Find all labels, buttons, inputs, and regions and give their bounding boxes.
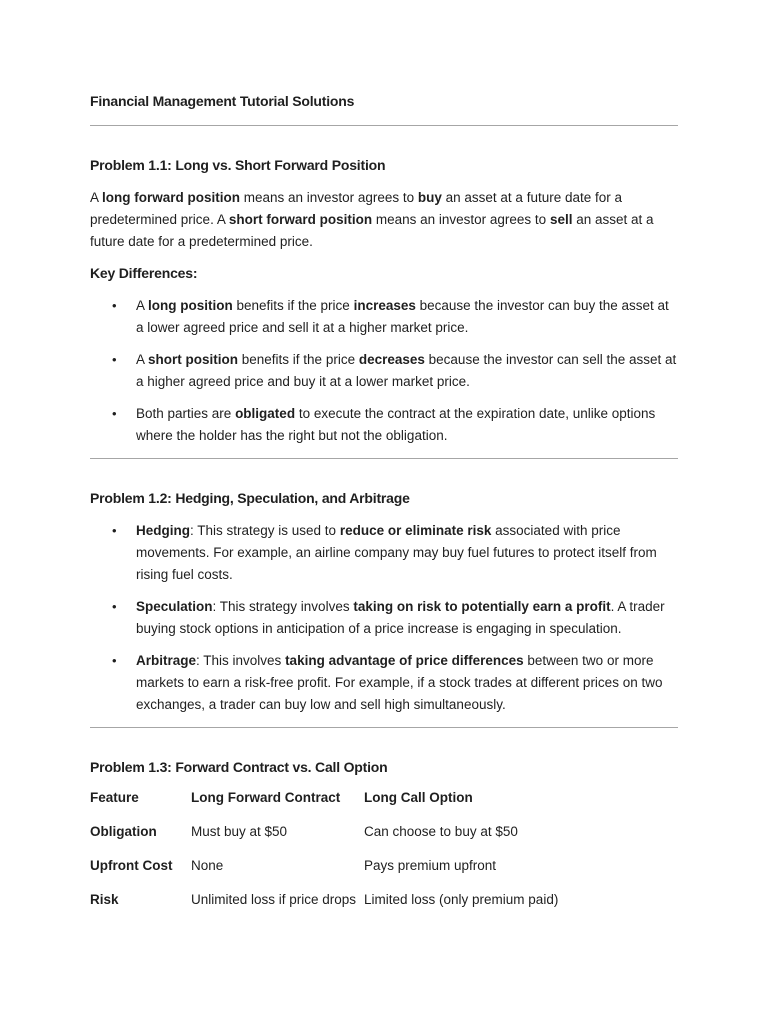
key-differences-heading: Key Differences:	[90, 265, 198, 281]
emphasis-text: long position	[148, 298, 233, 313]
body-text: because the investor can sell the asset at a higher agreed price and buy it at a lower market price.	[136, 352, 677, 389]
list-item	[90, 349, 678, 393]
list-item-text	[136, 349, 678, 393]
emphasis-text: reduce or eliminate risk	[339, 523, 492, 538]
table-header-row	[90, 790, 594, 824]
body-text: benefits if the price	[238, 352, 359, 367]
bullet-icon: •	[112, 298, 117, 313]
table-cell: None	[191, 858, 224, 873]
strategies-list	[90, 520, 678, 726]
emphasis-text: Speculation	[136, 599, 213, 614]
emphasis-text: Hedging	[136, 523, 190, 538]
table-cell: Must buy at $50	[191, 824, 288, 839]
list-item	[90, 650, 678, 716]
table-header-cell: Long Call Option	[364, 790, 473, 805]
table-cell: Can choose to buy at $50	[364, 824, 518, 839]
emphasis-text: long forward position	[102, 190, 241, 205]
table-row-label: Upfront Cost	[90, 858, 173, 873]
body-text: : This involves	[196, 653, 286, 668]
body-text: to execute the contract at the expiration date, unlike options where the holder has the right but not the obligation.	[136, 406, 656, 443]
emphasis-text: Arbitrage	[136, 653, 197, 668]
body-text: A	[136, 352, 149, 367]
emphasis-text: decreases	[358, 352, 425, 367]
table-header-cell: Long Forward Contract	[191, 790, 341, 805]
list-item-text	[136, 596, 678, 640]
emphasis-text: sell	[549, 212, 573, 227]
body-text: because the investor can buy the asset at a lower agreed price and sell it at a higher market price.	[136, 298, 669, 335]
list-item	[90, 403, 678, 447]
emphasis-text: increases	[353, 298, 416, 313]
table-row	[90, 858, 594, 892]
problem-1-2-heading: Problem 1.2: Hedging, Speculation, and Arbitrage	[90, 490, 410, 506]
emphasis-text: taking advantage of price differences	[285, 653, 524, 668]
list-item	[90, 520, 678, 586]
bullet-icon: •	[112, 406, 117, 421]
body-text: associated with price movements. For example, an airline company may buy fuel futures to protect itself from rising fuel costs.	[136, 523, 657, 582]
problem-1-3-heading: Problem 1.3: Forward Contract vs. Call Option	[90, 759, 388, 775]
list-item	[90, 295, 678, 339]
body-text: benefits if the price	[232, 298, 354, 313]
table-cell: Unlimited loss if price drops	[191, 892, 357, 907]
body-text: : This strategy involves	[212, 599, 354, 614]
document-title: Financial Management Tutorial Solutions	[90, 93, 355, 109]
body-text: means an investor agrees to	[372, 212, 550, 227]
list-item-text	[136, 403, 678, 447]
bullet-icon: •	[112, 523, 117, 538]
body-text: an asset at a future date for a predetermined price. A	[90, 190, 623, 227]
body-text: . A trader buying stock options in anticipation of a price increase is engaging in speculation.	[136, 599, 665, 636]
table-row-label: Obligation	[90, 824, 157, 839]
problem-1-1-heading: Problem 1.1: Long vs. Short Forward Position	[90, 157, 386, 173]
bullet-icon: •	[112, 352, 117, 367]
emphasis-text: short forward position	[228, 212, 373, 227]
bullet-icon: •	[112, 599, 117, 614]
list-item-text	[136, 650, 678, 716]
section-divider	[90, 727, 678, 728]
key-differences-list	[90, 295, 678, 457]
body-text: A	[90, 190, 103, 205]
body-text: A	[136, 298, 149, 313]
table-row	[90, 824, 594, 858]
problem-1-1-intro	[90, 187, 670, 253]
emphasis-text: short position	[148, 352, 239, 367]
section-divider	[90, 125, 678, 126]
list-item-text	[136, 520, 678, 586]
list-item-text	[136, 295, 678, 339]
list-item	[90, 596, 678, 640]
body-text: Both parties are	[136, 406, 236, 421]
emphasis-text: taking on risk to potentially earn a profit	[353, 599, 611, 614]
table-row	[90, 892, 594, 926]
emphasis-text: obligated	[235, 406, 296, 421]
table-header-cell: Feature	[90, 790, 139, 805]
table-cell: Pays premium upfront	[364, 858, 497, 873]
table-cell: Limited loss (only premium paid)	[364, 892, 559, 907]
emphasis-text: buy	[417, 190, 442, 205]
body-text: between two or more markets to earn a risk-free profit. For example, if a stock trades at different prices on two exchanges, a trader can buy low and sell high simultaneously.	[136, 653, 663, 712]
body-text: : This strategy is used to	[190, 523, 340, 538]
table-row-label: Risk	[90, 892, 119, 907]
section-divider	[90, 458, 678, 459]
comparison-table	[90, 790, 594, 926]
body-text: means an investor agrees to	[240, 190, 418, 205]
body-text: an asset at a future date for a predetermined price.	[90, 212, 654, 249]
bullet-icon: •	[112, 653, 117, 668]
